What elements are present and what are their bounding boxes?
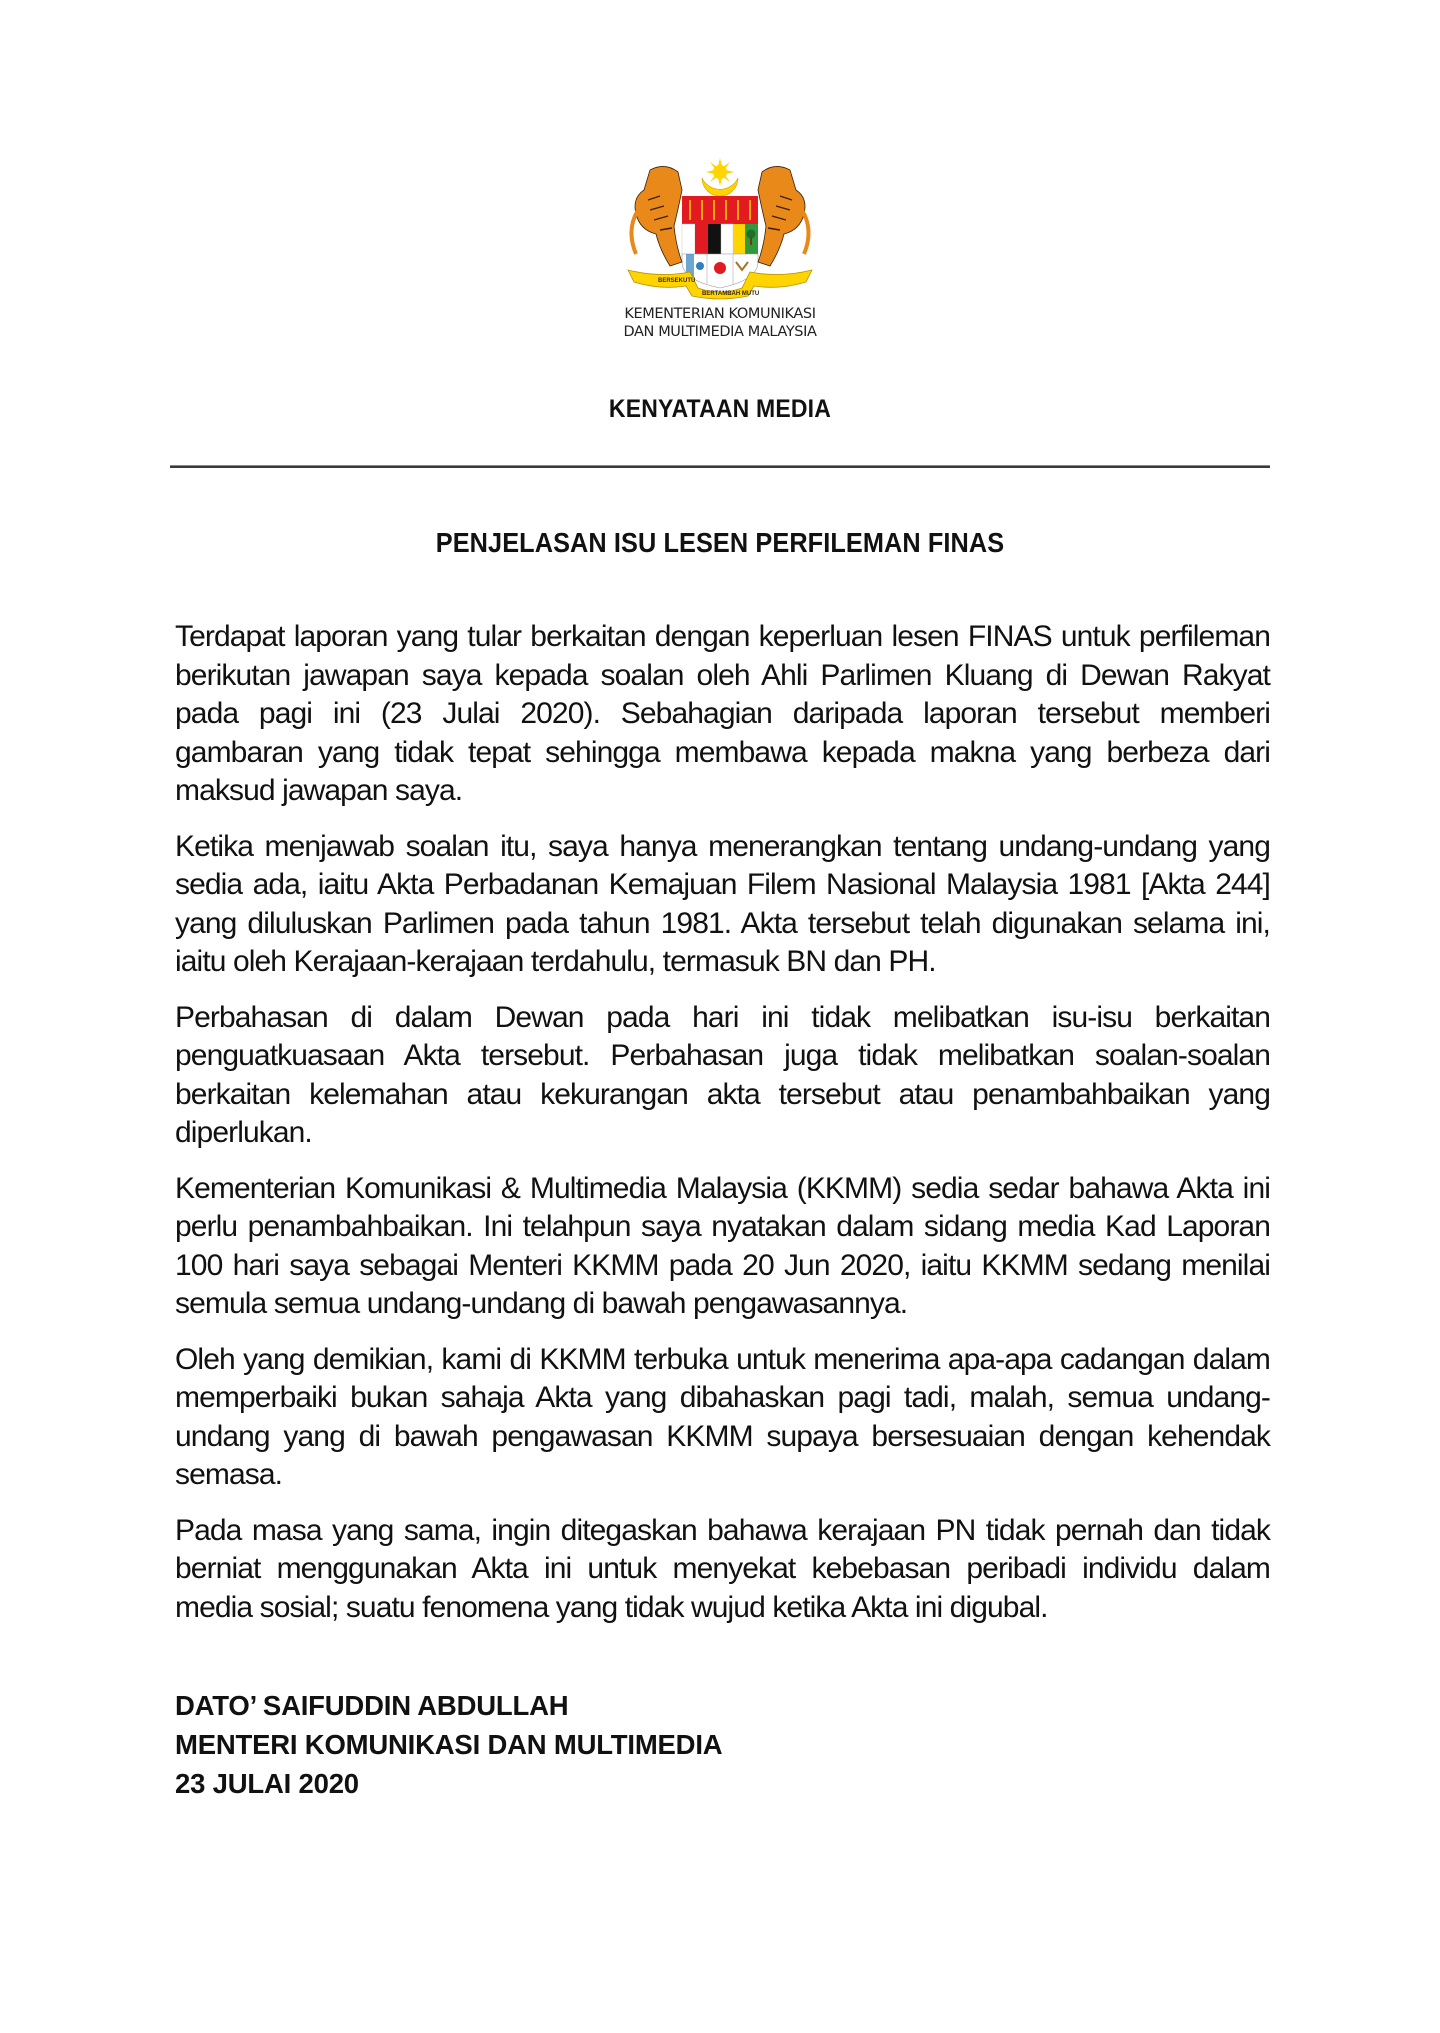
- body-paragraph: Kementerian Komunikasi & Multimedia Malaysia (KKMM) sedia sedar bahawa Akta ini perlu penambahbaikan. Ini telahpun saya nyatakan dalam sidang media Kad Laporan 100 hari saya sebagai Menteri KKMM pada 20 Jun 2020, iaitu KKMM sedang menilai semula semua undang-undang di bawah pengawasannya.: [175, 1171, 1270, 1320]
- body-paragraph: Pada masa yang sama, ingin ditegaskan bahawa kerajaan PN tidak pernah dan tidak berniat menggunakan Akta ini untuk menyekat kebebasan peribadi individu dalam media sosial; suatu fenomena yang tidak wujud ketika Akta ini digubal.: [175, 1513, 1270, 1624]
- body-paragraph: Terdapat laporan yang tular berkaitan dengan keperluan lesen FINAS untuk perfileman berikutan jawapan saya kepada soalan oleh Ahli Parlimen Kluang di Dewan Rakyat pada pagi ini (23 Julai 2020). Sebahagian daripada laporan tersebut memberi gambaran yang tidak tepat sehingga membawa kepada makna yang berbeza dari maksud jawapan saya.: [175, 620, 1270, 807]
- ministry-name: [580, 305, 860, 341]
- signatory-name: DATO’ SAIFUDDIN ABDULLAH: [175, 1690, 569, 1721]
- malaysia-coat-of-arms-icon: [620, 150, 820, 300]
- body-paragraph: Oleh yang demikian, kami di KKMM terbuka untuk menerima apa-apa cadangan dalam memperbaiki bukan sahaja Akta yang dibahaskan pagi tadi, malah, semua undang-undang yang di bawah pengawasan KKMM supaya bersesuaian dengan kehendak semasa.: [175, 1342, 1270, 1491]
- emblem-motto-left: BERSEKUTU: [658, 278, 696, 284]
- ministry-name-line-2: DAN MULTIMEDIA MALAYSIA: [623, 324, 817, 340]
- header-divider: [170, 465, 1270, 468]
- coat-of-arms-emblem: [620, 150, 820, 300]
- body-paragraph: Ketika menjawab soalan itu, saya hanya menerangkan tentang undang-undang yang sedia ada, iaitu Akta Perbadanan Kemajuan Filem Nasional Malaysia 1981 [Akta 244] yang diluluskan Parlimen pada tahun 1981. Akta tersebut telah digunakan selama ini, iaitu oleh Kerajaan-kerajaan terdahulu, termasuk BN dan PH.: [175, 829, 1270, 978]
- emblem-motto-center: BERTAMBAH MUTU: [702, 291, 760, 297]
- statement-body: [175, 618, 1270, 1644]
- signatory-title: MENTERI KOMUNIKASI DAN MULTIMEDIA: [175, 1729, 723, 1760]
- document-type-label: KENYATAAN MEDIA: [608, 395, 832, 423]
- ministry-name-line-1: KEMENTERIAN KOMUNIKASI: [624, 306, 816, 322]
- signature-block: [175, 1686, 722, 1803]
- body-paragraph: Perbahasan di dalam Dewan pada hari ini tidak melibatkan isu-isu berkaitan penguatkuasaan Akta tersebut. Perbahasan juga tidak melibatkan soalan-soalan berkaitan kelemahan atau kekurangan akta tersebut atau penambahbaikan yang diperlukan.: [175, 1000, 1270, 1149]
- statement-headline: PENJELASAN ISU LESEN PERFILEMAN FINAS: [435, 527, 1005, 558]
- statement-date: 23 JULAI 2020: [175, 1768, 359, 1799]
